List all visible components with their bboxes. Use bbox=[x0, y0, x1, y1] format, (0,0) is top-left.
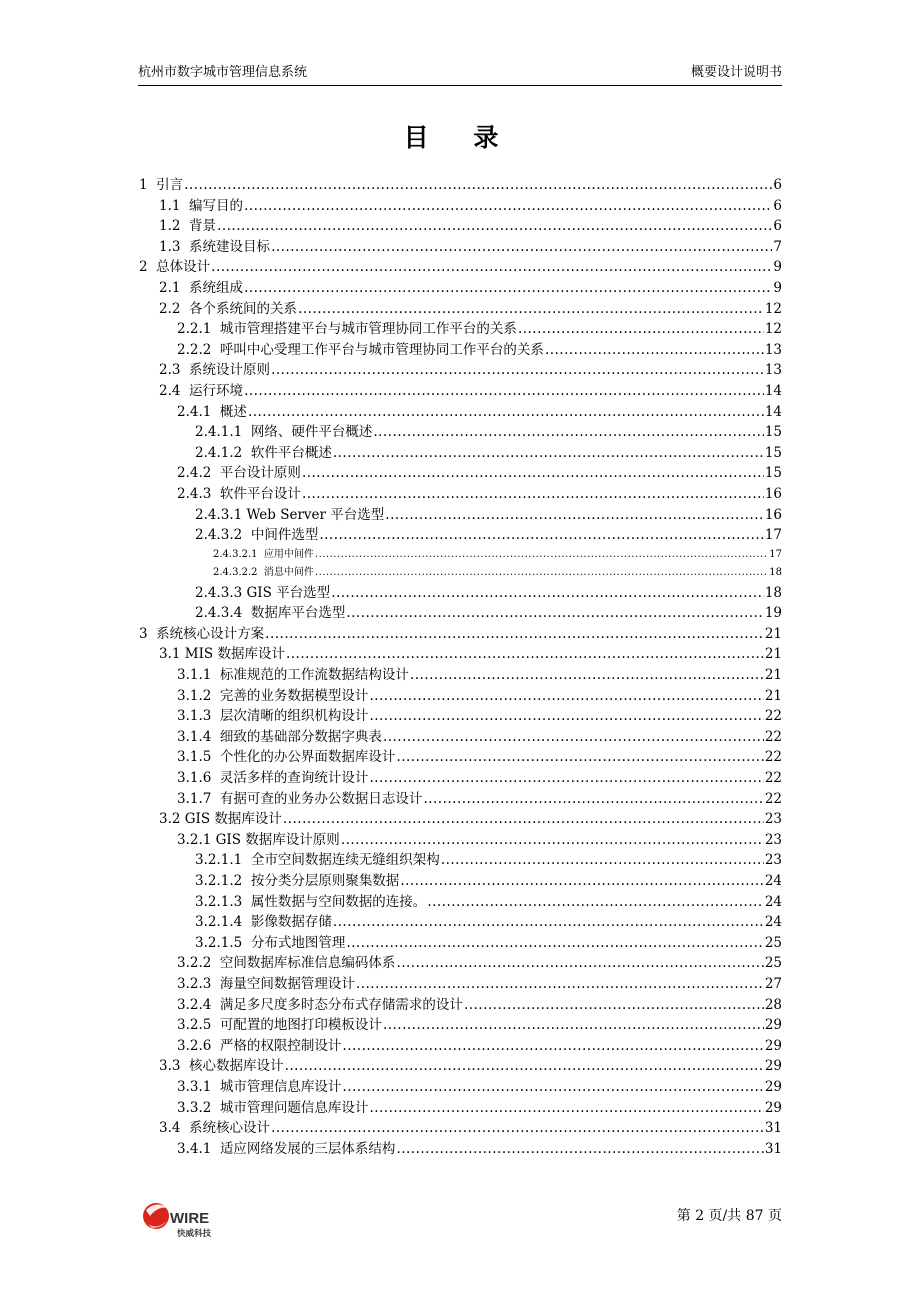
toc-leader-dots bbox=[545, 340, 764, 361]
toc-entry[interactable] bbox=[139, 892, 782, 913]
toc-entry-title: 2.2.1 城市管理搭建平台与城市管理协同工作平台的关系 bbox=[177, 321, 517, 338]
toc-leader-dots bbox=[423, 789, 763, 810]
toc-entry[interactable] bbox=[139, 319, 782, 340]
toc-leader-dots bbox=[271, 237, 772, 258]
toc-leader-dots bbox=[342, 1077, 763, 1098]
toc-entry-title: 2.4.1 概述 bbox=[177, 403, 247, 420]
toc-entry[interactable] bbox=[139, 546, 782, 565]
toc-leader-dots bbox=[184, 175, 772, 196]
toc-entry-page: 24 bbox=[764, 914, 782, 931]
toc-entry[interactable] bbox=[139, 850, 782, 871]
header-divider bbox=[138, 85, 782, 86]
toc-entry-title: 3.1.1 标准规范的工作流数据结构设计 bbox=[177, 667, 409, 684]
toc-entry-page: 21 bbox=[764, 646, 782, 663]
toc-entry-title: 3.1.7 有据可查的业务办公数据日志设计 bbox=[177, 790, 423, 807]
toc-leader-dots bbox=[346, 933, 763, 954]
toc-entry-title: 2.4.3.4 数据库平台选型 bbox=[195, 605, 346, 622]
toc-leader-dots bbox=[383, 727, 764, 748]
toc-leader-dots bbox=[410, 665, 764, 686]
toc-leader-dots bbox=[244, 381, 764, 402]
toc-entry[interactable] bbox=[139, 381, 782, 402]
toc-entry-title: 2.4.3.2.1 应用中间件 bbox=[213, 548, 314, 560]
toc-entry[interactable] bbox=[139, 830, 782, 851]
toc-entry-page: 23 bbox=[764, 852, 782, 869]
toc-entry[interactable] bbox=[139, 216, 782, 237]
toc-entry-title: 3.2 GIS 数据库设计 bbox=[159, 811, 282, 828]
toc-leader-dots bbox=[369, 768, 763, 789]
toc-entry-page: 17 bbox=[764, 527, 782, 544]
toc-entry[interactable] bbox=[139, 1015, 782, 1036]
toc-entry[interactable] bbox=[139, 747, 782, 768]
toc-entry-page: 29 bbox=[764, 1058, 782, 1075]
toc-entry-page: 17 bbox=[769, 548, 782, 560]
toc-entry-title: 3.2.1.4 影像数据存储 bbox=[195, 914, 332, 931]
toc-entry-title: 3.1.3 层次清晰的组织机构设计 bbox=[177, 708, 369, 725]
toc-entry-page: 9 bbox=[773, 259, 782, 276]
toc-entry[interactable] bbox=[139, 644, 782, 665]
toc-entry-page: 7 bbox=[773, 238, 782, 255]
toc-entry-page: 18 bbox=[764, 584, 782, 601]
toc-entry-title: 2.2 各个系统间的关系 bbox=[159, 300, 298, 317]
toc-leader-dots bbox=[211, 257, 772, 278]
toc-entry-title: 3.2.2 空间数据库标准信息编码体系 bbox=[177, 955, 396, 972]
header-document-type: 概要设计说明书 bbox=[690, 65, 782, 80]
toc-entry[interactable] bbox=[139, 686, 782, 707]
toc-entry[interactable] bbox=[139, 175, 782, 196]
toc-entry-page: 15 bbox=[764, 424, 782, 441]
toc-leader-dots bbox=[396, 747, 763, 768]
toc-entry[interactable] bbox=[139, 1118, 782, 1139]
toc-entry-title: 3.2.1 GIS 数据库设计原则 bbox=[177, 831, 340, 848]
toc-leader-dots bbox=[356, 974, 764, 995]
toc-entry-page: 29 bbox=[764, 1099, 782, 1116]
toc-entry-page: 14 bbox=[764, 403, 782, 420]
page-header bbox=[138, 64, 782, 82]
toc-entry-title: 2.3 系统设计原则 bbox=[159, 362, 271, 379]
toc-entry[interactable] bbox=[139, 727, 782, 748]
toc-leader-dots bbox=[286, 644, 764, 665]
toc-heading: 目 录 bbox=[403, 123, 517, 152]
toc-entry[interactable] bbox=[139, 933, 782, 954]
toc-leader-dots bbox=[285, 1056, 764, 1077]
toc-entry-title: 3.2.5 可配置的地图打印模板设计 bbox=[177, 1017, 382, 1034]
toc-entry[interactable] bbox=[139, 1036, 782, 1057]
company-logo bbox=[140, 1196, 230, 1240]
toc-entry[interactable] bbox=[139, 809, 782, 830]
toc-leader-dots bbox=[298, 299, 764, 320]
toc-entry[interactable] bbox=[139, 257, 782, 278]
toc-leader-dots bbox=[217, 216, 772, 237]
toc-entry-page: 15 bbox=[764, 444, 782, 461]
toc-entry-title: 3.4 系统核心设计 bbox=[159, 1120, 271, 1137]
toc-entry-page: 18 bbox=[769, 567, 782, 579]
toc-entry-title: 2.4.2 平台设计原则 bbox=[177, 465, 301, 482]
logo-wordmark: WIRE bbox=[170, 1210, 210, 1227]
toc-entry-page: 21 bbox=[764, 667, 782, 684]
toc-entry-title: 2.2.2 呼叫中心受理工作平台与城市管理协同工作平台的关系 bbox=[177, 341, 544, 358]
toc-entry-page: 27 bbox=[764, 975, 782, 992]
toc-leader-dots bbox=[319, 525, 763, 546]
toc-leader-dots bbox=[315, 546, 768, 565]
toc-entry-page: 22 bbox=[764, 749, 782, 766]
toc-entry-page: 21 bbox=[764, 625, 782, 642]
toc-entry[interactable] bbox=[139, 871, 782, 892]
toc-leader-dots bbox=[244, 278, 772, 299]
toc-entry[interactable] bbox=[139, 912, 782, 933]
toc-entry[interactable] bbox=[139, 768, 782, 789]
toc-entry-title: 2.4.3.2 中间件选型 bbox=[195, 527, 319, 544]
toc-entry[interactable] bbox=[139, 340, 782, 361]
toc-entry-title: 3.3.1 城市管理信息库设计 bbox=[177, 1078, 342, 1095]
toc-leader-dots bbox=[333, 443, 764, 464]
toc-leader-dots bbox=[464, 995, 764, 1016]
toc-entry-page: 21 bbox=[764, 687, 782, 704]
toc-entry-title: 2.1 系统组成 bbox=[159, 279, 244, 296]
toc-entry-page: 12 bbox=[764, 300, 782, 317]
toc-entry-title: 2.4.1.1 网络、硬件平台概述 bbox=[195, 424, 373, 441]
toc-entry-title: 1.2 背景 bbox=[159, 218, 217, 235]
toc-leader-dots bbox=[271, 1118, 764, 1139]
toc-entry-page: 31 bbox=[764, 1120, 782, 1137]
toc-entry-page: 24 bbox=[764, 893, 782, 910]
toc-entry-page: 6 bbox=[773, 177, 782, 193]
toc-entry[interactable] bbox=[139, 953, 782, 974]
toc-entry-page: 29 bbox=[764, 1017, 782, 1034]
toc-entry-page: 28 bbox=[764, 996, 782, 1013]
toc-entry[interactable] bbox=[139, 1077, 782, 1098]
toc-entry-title: 3.1.6 灵活多样的查询统计设计 bbox=[177, 770, 369, 787]
toc-entry-title: 2.4.1.2 软件平台概述 bbox=[195, 444, 332, 461]
toc-entry-page: 22 bbox=[764, 728, 782, 745]
toc-leader-dots bbox=[265, 624, 764, 645]
toc-entry[interactable] bbox=[139, 402, 782, 423]
toc-entry-title: 3.2.3 海量空间数据管理设计 bbox=[177, 975, 355, 992]
toc-entry-title: 3.1.4 细致的基础部分数据字典表 bbox=[177, 728, 382, 745]
toc-entry[interactable] bbox=[139, 525, 782, 546]
toc-leader-dots bbox=[244, 196, 772, 217]
toc-leader-dots bbox=[427, 892, 764, 913]
toc-entry-page: 22 bbox=[764, 770, 782, 787]
toc-leader-dots bbox=[302, 484, 764, 505]
page-number: 第 2 页/共 87 页 bbox=[676, 1208, 782, 1224]
toc-entry[interactable] bbox=[139, 443, 782, 464]
toc-entry-title: 3.2.4 满足多尺度多时态分布式存储需求的设计 bbox=[177, 996, 463, 1013]
toc-entry[interactable] bbox=[139, 278, 782, 299]
toc-entry[interactable] bbox=[139, 422, 782, 443]
toc-entry-title: 3.1 MIS 数据库设计 bbox=[159, 646, 285, 663]
toc-entry[interactable] bbox=[139, 603, 782, 624]
toc-entry-title: 2.4 运行环境 bbox=[159, 382, 244, 399]
toc-leader-dots bbox=[283, 809, 764, 830]
toc-entry-page: 24 bbox=[764, 873, 782, 889]
table-of-contents bbox=[139, 175, 782, 1159]
toc-leader-dots bbox=[441, 850, 764, 871]
toc-entry-title: 2.4.3.3 GIS 平台选型 bbox=[195, 584, 331, 601]
toc-leader-dots bbox=[518, 319, 764, 340]
toc-entry-page: 16 bbox=[764, 506, 782, 523]
toc-leader-dots bbox=[369, 1098, 763, 1119]
toc-entry[interactable] bbox=[139, 1139, 782, 1160]
toc-entry[interactable] bbox=[139, 624, 782, 645]
toc-entry-page: 22 bbox=[764, 790, 782, 807]
toc-entry-page: 15 bbox=[764, 465, 782, 482]
toc-leader-dots bbox=[396, 1139, 763, 1160]
toc-leader-dots bbox=[331, 583, 764, 604]
toc-entry-title: 2 总体设计 bbox=[139, 259, 211, 276]
toc-entry-title: 3.2.6 严格的权限控制设计 bbox=[177, 1037, 342, 1054]
toc-entry[interactable] bbox=[139, 1098, 782, 1119]
toc-entry-page: 29 bbox=[764, 1037, 782, 1054]
toc-entry-page: 9 bbox=[773, 279, 782, 296]
toc-leader-dots bbox=[333, 912, 764, 933]
toc-entry-page: 25 bbox=[764, 934, 782, 951]
toc-entry-title: 2.4.3.2.2 消息中间件 bbox=[213, 567, 314, 579]
toc-entry-title: 1.3 系统建设目标 bbox=[159, 238, 271, 255]
toc-leader-dots bbox=[341, 830, 764, 851]
toc-entry[interactable] bbox=[139, 583, 782, 604]
toc-entry[interactable] bbox=[139, 789, 782, 810]
toc-entry[interactable] bbox=[139, 237, 782, 258]
toc-entry-page: 23 bbox=[764, 811, 782, 828]
toc-entry[interactable] bbox=[139, 665, 782, 686]
toc-entry-page: 29 bbox=[764, 1078, 782, 1095]
toc-entry-title: 3.2.1.2 按分类分层原则聚集数据 bbox=[195, 873, 400, 889]
toc-entry[interactable] bbox=[139, 974, 782, 995]
toc-leader-dots bbox=[373, 422, 764, 443]
toc-entry-title: 3.2.1.5 分布式地图管理 bbox=[195, 934, 346, 951]
toc-entry-title: 3.1.2 完善的业务数据模型设计 bbox=[177, 687, 369, 704]
toc-entry-page: 22 bbox=[764, 708, 782, 725]
toc-leader-dots bbox=[369, 706, 763, 727]
toc-entry[interactable] bbox=[139, 360, 782, 381]
toc-entry-title: 3.3.2 城市管理问题信息库设计 bbox=[177, 1099, 369, 1116]
toc-leader-dots bbox=[385, 505, 764, 526]
toc-entry-title: 3.2.1.1 全市空间数据连续无缝组织架构 bbox=[195, 852, 440, 869]
toc-entry-page: 16 bbox=[764, 485, 782, 502]
toc-entry-page: 31 bbox=[764, 1140, 782, 1157]
toc-entry[interactable] bbox=[139, 1056, 782, 1077]
logo-chinese-name: 快威科技 bbox=[177, 1229, 212, 1239]
toc-entry-page: 12 bbox=[764, 321, 782, 338]
toc-entry[interactable] bbox=[139, 196, 782, 217]
toc-entry-title: 3.3 核心数据库设计 bbox=[159, 1058, 284, 1075]
toc-entry-title: 3 系统核心设计方案 bbox=[139, 625, 265, 642]
toc-leader-dots bbox=[346, 603, 763, 624]
toc-entry-page: 14 bbox=[764, 382, 782, 399]
toc-entry-page: 6 bbox=[773, 218, 782, 235]
toc-entry-title: 1.1 编写目的 bbox=[159, 197, 244, 214]
toc-entry-page: 13 bbox=[764, 362, 782, 379]
toc-entry-page: 25 bbox=[764, 955, 782, 972]
toc-entry[interactable] bbox=[139, 484, 782, 505]
toc-entry[interactable] bbox=[139, 463, 782, 484]
toc-entry-title: 2.4.3.1 Web Server 平台选型 bbox=[195, 506, 385, 523]
toc-entry[interactable] bbox=[139, 995, 782, 1016]
toc-entry-title: 2.4.3 软件平台设计 bbox=[177, 485, 301, 502]
toc-entry-title: 3.2.1.3 属性数据与空间数据的连接。 bbox=[195, 893, 427, 910]
toc-entry-title: 3.1.5 个性化的办公界面数据库设计 bbox=[177, 749, 396, 766]
toc-leader-dots bbox=[383, 1015, 764, 1036]
toc-entry[interactable] bbox=[139, 299, 782, 320]
toc-entry-page: 19 bbox=[764, 605, 782, 622]
toc-leader-dots bbox=[248, 402, 764, 423]
toc-leader-dots bbox=[271, 360, 764, 381]
toc-leader-dots bbox=[396, 953, 763, 974]
toc-leader-dots bbox=[302, 463, 764, 484]
toc-leader-dots bbox=[342, 1036, 763, 1057]
toc-entry-title: 1 引言 bbox=[139, 177, 184, 193]
toc-leader-dots bbox=[315, 564, 768, 583]
toc-leader-dots bbox=[369, 686, 763, 707]
toc-entry[interactable] bbox=[139, 706, 782, 727]
toc-entry[interactable] bbox=[139, 505, 782, 526]
toc-entry-page: 13 bbox=[764, 341, 782, 358]
toc-entry-title: 3.4.1 适应网络发展的三层体系结构 bbox=[177, 1140, 396, 1157]
toc-leader-dots bbox=[400, 871, 764, 892]
toc-entry-page: 6 bbox=[773, 197, 782, 214]
toc-entry-page: 23 bbox=[764, 831, 782, 848]
toc-entry[interactable] bbox=[139, 564, 782, 583]
header-document-name: 杭州市数字城市管理信息系统 bbox=[138, 65, 308, 80]
